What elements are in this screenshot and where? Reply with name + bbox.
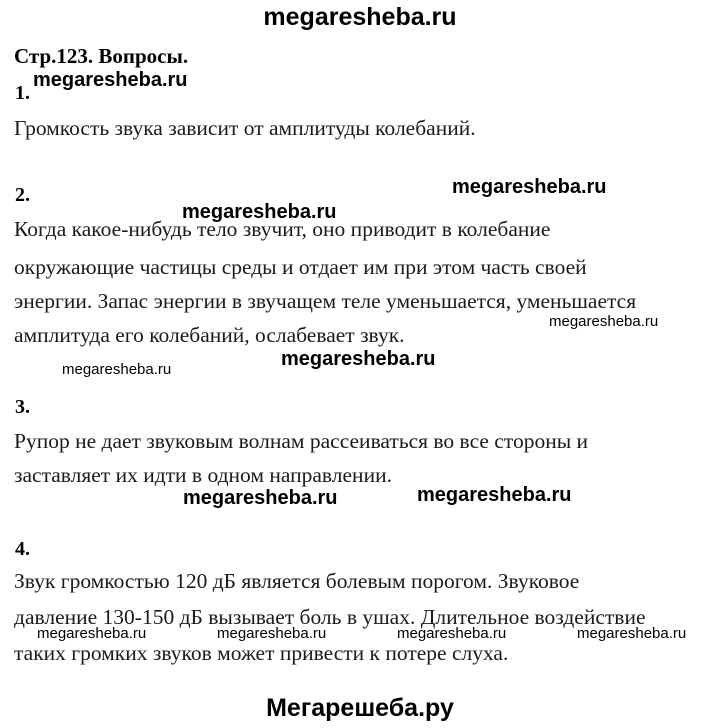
watermark: megaresheba.ru — [281, 348, 436, 370]
question-4-line-3: таких громких звуков может привести к потере слуха. — [14, 641, 509, 665]
question-4-line-2: давление 130-150 дБ вызывает боль в ушах. Длительное воздействие — [14, 605, 646, 629]
watermark: megaresheba.ru — [182, 201, 337, 223]
watermark: megaresheba.ru — [217, 625, 327, 642]
site-header: megaresheba.ru — [263, 3, 457, 31]
page-title: Стр.123. Вопросы. — [14, 44, 189, 68]
question-2-line-2: окружающие частицы среды и отдает им при этом часть своей — [14, 255, 587, 279]
question-3-line-1: Рупор не дает звуковым волнам рассеиваться во все стороны и — [14, 429, 589, 453]
watermark: megaresheba.ru — [452, 176, 607, 198]
watermark: megaresheba.ru — [37, 625, 147, 642]
question-1-line-1: Громкость звука зависит от амплитуды колебаний. — [14, 116, 476, 140]
question-2-line-3: энергии. Запас энергии в звучащем теле уменьшается, уменьшается — [14, 289, 637, 313]
watermark: megaresheba.ru — [183, 487, 338, 509]
question-4-number: 4. — [15, 538, 30, 560]
question-2-number: 2. — [15, 184, 30, 206]
question-2-line-1: Когда какое-нибудь тело звучит, оно приводит в колебание — [14, 217, 551, 241]
watermark: megaresheba.ru — [62, 361, 172, 378]
question-3-number: 3. — [15, 396, 30, 418]
question-3-line-2: заставляет их идти в одном направлении. — [14, 463, 392, 487]
watermark: megaresheba.ru — [397, 625, 507, 642]
watermark: megaresheba.ru — [577, 625, 687, 642]
watermark: megaresheba.ru — [417, 484, 572, 506]
question-2-line-4: амплитуда его колебаний, ослабевает звук. — [14, 323, 405, 347]
watermark: megaresheba.ru — [33, 69, 188, 91]
watermark: megaresheba.ru — [549, 313, 659, 330]
question-1-number: 1. — [15, 82, 30, 104]
question-4-line-1: Звук громкостью 120 дБ является болевым порогом. Звуковое — [14, 569, 580, 593]
site-footer: Мегарешеба.ру — [266, 694, 454, 722]
